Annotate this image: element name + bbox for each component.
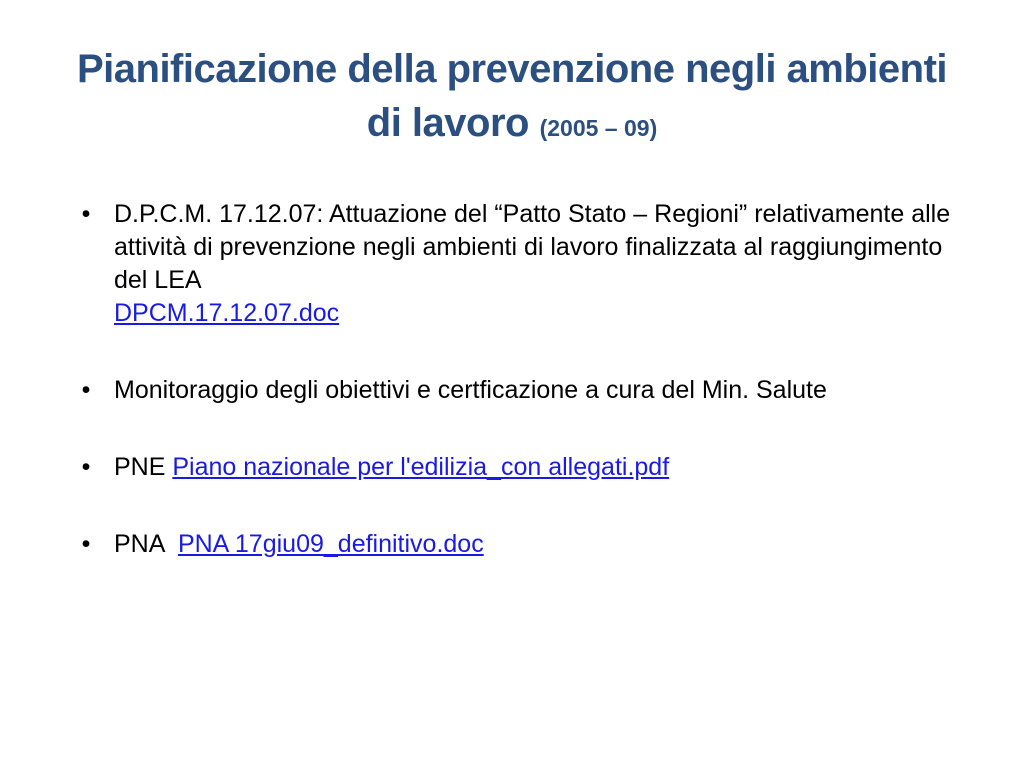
bullet-dot: • (81, 530, 91, 558)
title-years: (2005 – 09) (539, 115, 658, 141)
bullet-dot: • (81, 453, 91, 481)
bullet-list (76, 198, 956, 605)
bullet-item-pne (76, 451, 956, 484)
dpcm-doc-link[interactable]: DPCM.17.12.07.doc (114, 299, 340, 327)
bullet-prefix-pne: PNE (114, 453, 166, 481)
bullet-dot: • (81, 200, 91, 228)
pna-doc-link[interactable]: PNA 17giu09_definitivo.doc (177, 530, 484, 558)
bullet-text-dpcm: D.P.C.M. 17.12.07: Attuazione del “Patto Stato – Regioni” relativamente alle attività di prevenzione negli ambienti di lavoro finalizzata al raggiungimento del LEA (114, 200, 951, 294)
title-main: Pianificazione della prevenzione negli ambienti di lavoro (76, 47, 948, 145)
slide-title (60, 42, 964, 155)
bullet-prefix-pna: PNA (114, 530, 171, 558)
bullet-item-monitoraggio (76, 374, 956, 407)
bullet-item-dpcm (76, 198, 956, 330)
bullet-dot: • (81, 376, 91, 404)
bullet-item-pna (76, 528, 956, 561)
pne-pdf-link[interactable]: Piano nazionale per l'edilizia_con allegati.pdf (172, 453, 670, 481)
bullet-text-monitoraggio: Monitoraggio degli obiettivi e certficazione a cura del Min. Salute (114, 376, 827, 404)
